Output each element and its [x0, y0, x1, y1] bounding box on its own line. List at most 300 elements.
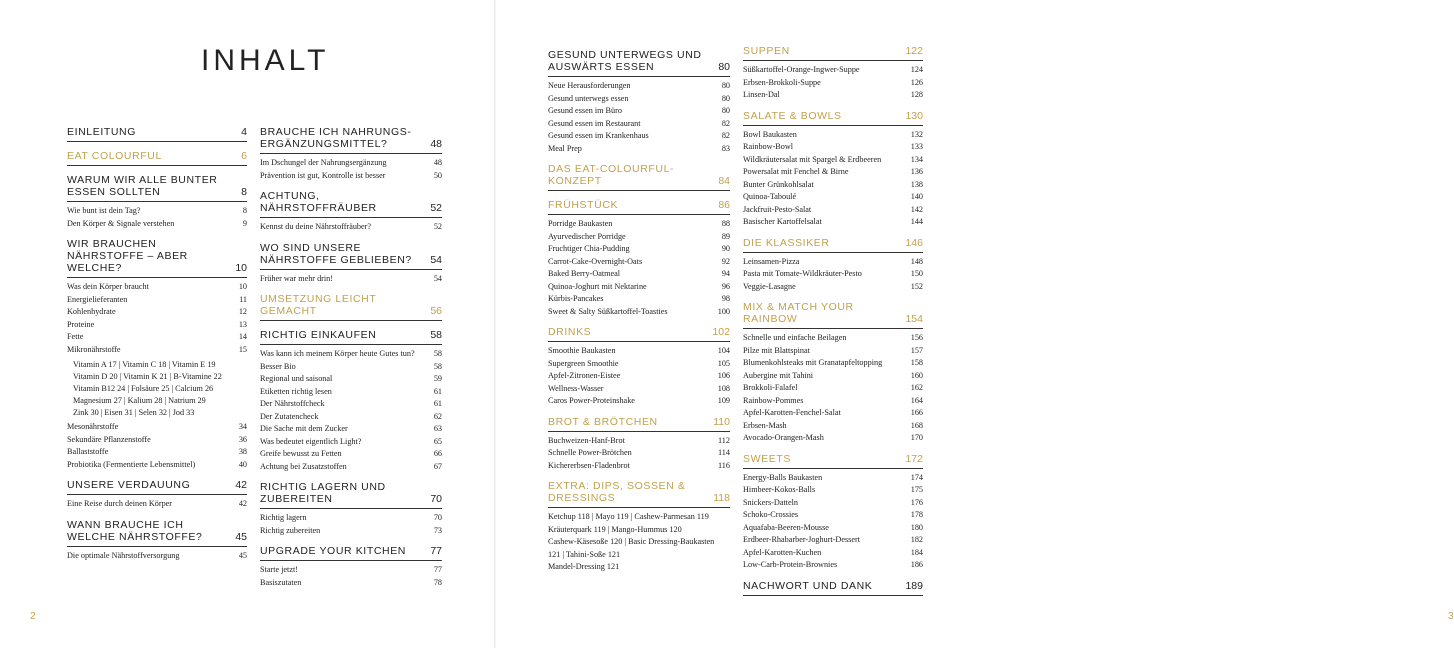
- toc-entry: [67, 498, 247, 511]
- toc-entry-title: Ayurvedischer Porridge: [548, 231, 626, 241]
- toc-entry-page: 63: [433, 424, 442, 433]
- toc-entry: [548, 435, 730, 448]
- toc-section-title: RICHTIG EINKAUFEN: [260, 329, 377, 341]
- toc-entry: [743, 204, 923, 217]
- toc-section-heading: [743, 580, 923, 596]
- toc-entry-title: Kichererbsen-Fladenbrot: [548, 460, 630, 470]
- toc-entry-page: 61: [433, 399, 442, 408]
- toc-section: [743, 580, 923, 596]
- toc-section-page: 8: [241, 186, 247, 198]
- toc-entry: [548, 231, 730, 244]
- toc-entry-page: 58: [433, 361, 442, 371]
- toc-section-page: 118: [713, 492, 730, 504]
- toc-entry: [548, 80, 730, 93]
- toc-entry: [67, 331, 247, 344]
- toc-entry: [743, 77, 923, 90]
- toc-entry-title: Rainbow-Bowl: [743, 142, 794, 151]
- toc-entry-title: Probiotika (Fermentierte Lebensmittel): [67, 459, 196, 469]
- toc-entry: [743, 382, 923, 395]
- toc-section-title: SWEETS: [743, 452, 791, 465]
- toc-entry-page: 158: [910, 358, 923, 367]
- toc-section: [743, 45, 923, 102]
- toc-entry-page: 178: [910, 510, 923, 519]
- toc-entry-title: Low-Carb-Protein-Brownies: [743, 560, 838, 569]
- toc-entry: [67, 205, 247, 218]
- toc-subentry-line: Vitamin A 17 | Vitamin C 18 | Vitamin E 19: [73, 360, 216, 369]
- toc-section: [260, 293, 442, 321]
- toc-entry-title: Apfel-Karotten-Fenchel-Salat: [743, 408, 841, 417]
- toc-section-heading: [548, 416, 730, 432]
- toc-entry-title: Richtig lagern: [260, 513, 307, 522]
- toc-entry: [67, 459, 247, 472]
- toc-section-heading: [260, 545, 442, 561]
- toc-entry: [743, 191, 923, 204]
- toc-section-entries: [260, 345, 442, 473]
- toc-entry: [743, 332, 923, 345]
- toc-section-title: EXTRA: DIPS, SOSSEN & DRESSINGS: [548, 480, 686, 504]
- toc-section-title: FRÜHSTÜCK: [548, 199, 619, 211]
- toc-entry-page: 132: [910, 129, 923, 139]
- toc-section-page: 45: [235, 530, 247, 543]
- toc-entry: [743, 64, 923, 77]
- toc-entry-page: 62: [433, 411, 442, 421]
- toc-entry-page: 13: [238, 319, 247, 329]
- toc-entry: [548, 293, 730, 306]
- toc-entry-page: 9: [242, 218, 247, 228]
- toc-section-heading: [548, 49, 730, 77]
- toc-entry-title: Proteine: [67, 319, 95, 329]
- toc-entry-page: 38: [238, 447, 247, 456]
- toc-entry-page: 124: [910, 65, 923, 74]
- toc-section-title: DIE KLASSIKER: [743, 236, 830, 249]
- toc-entry-page: 34: [238, 422, 247, 431]
- toc-entry-page: 50: [433, 170, 442, 180]
- toc-entry-page: 164: [910, 395, 923, 405]
- toc-section-entries: [260, 509, 442, 537]
- toc-section-page: 70: [430, 493, 442, 505]
- toc-entry-title: Etiketten richtig lesen: [260, 386, 332, 396]
- toc-entry: [548, 561, 730, 574]
- toc-section-heading: [743, 45, 923, 61]
- toc-entry-page: 186: [910, 560, 923, 569]
- toc-entry: [548, 130, 730, 143]
- toc-section-heading: [67, 126, 247, 142]
- toc-section: [67, 479, 247, 511]
- toc-entry: [67, 218, 247, 231]
- toc-column-3: [548, 49, 730, 574]
- toc-entry-page: 136: [910, 167, 923, 176]
- toc-entry-page: 182: [910, 535, 923, 544]
- toc-entry-page: 176: [910, 497, 923, 507]
- toc-entry: [260, 386, 442, 399]
- toc-section-page: 146: [905, 236, 923, 249]
- toc-entry: [67, 434, 247, 447]
- toc-entry-page: 96: [721, 281, 730, 291]
- toc-entry-title: Jackfruit-Pesto-Salat: [743, 204, 812, 214]
- toc-entry-title: Gesund essen im Büro: [548, 106, 622, 115]
- toc-entry-title: Brokkoli-Falafel: [743, 383, 798, 392]
- toc-section-entries: [743, 253, 923, 294]
- toc-entry-title: Ketchup 118 | Mayo 119 | Cashew-Parmesan 119: [548, 512, 709, 521]
- toc-entry-title: Was dein Körper braucht: [67, 282, 149, 291]
- toc-section-page: 42: [235, 479, 247, 491]
- toc-entry-title: Rainbow-Pommes: [743, 395, 804, 405]
- toc-entry-page: 82: [721, 131, 730, 140]
- toc-entry-page: 142: [910, 204, 923, 214]
- toc-entry-page: 54: [433, 273, 442, 283]
- toc-entry: [743, 129, 923, 142]
- toc-entry-title: Basiszutaten: [260, 577, 302, 587]
- toc-section-title: MIX & MATCH YOUR RAINBOW: [743, 301, 854, 325]
- toc-section-page: 189: [905, 579, 923, 592]
- toc-section-entries: [67, 278, 247, 471]
- toc-section-page: 52: [430, 202, 442, 214]
- toc-entry-title: Erbsen-Mash: [743, 420, 787, 430]
- toc-entry-title: Die Sache mit dem Zucker: [260, 424, 348, 433]
- toc-section-heading: [67, 519, 247, 547]
- toc-entry-title: Quinoa-Taboulé: [743, 192, 797, 201]
- toc-entry-page: 133: [910, 142, 923, 151]
- toc-entry-title: Kürbis-Pancakes: [548, 294, 604, 303]
- toc-entry: [743, 357, 923, 370]
- toc-section-heading: [548, 326, 730, 342]
- toc-entry-title: Mesonährstoffe: [67, 422, 119, 431]
- toc-section-entries: [67, 547, 247, 563]
- toc-entry: [743, 534, 923, 547]
- toc-entry: [548, 281, 730, 294]
- toc-entry-page: 170: [910, 433, 923, 442]
- toc-entry-title: Aubergine mit Tahini: [743, 370, 814, 380]
- toc-section-entries: [67, 202, 247, 230]
- toc-entry-title: Carrot-Cake-Overnight-Oats: [548, 256, 643, 266]
- toc-entry-page: 114: [718, 448, 730, 457]
- toc-entry-page: 104: [717, 346, 730, 355]
- toc-section: [67, 519, 247, 563]
- toc-entry-page: 94: [721, 269, 730, 278]
- toc-entry: [260, 423, 442, 436]
- toc-entry-title: Linsen-Dal: [743, 90, 780, 99]
- toc-section: [743, 110, 923, 229]
- toc-section-heading: [260, 126, 442, 154]
- toc-entry-title: Wildkräutersalat mit Spargel & Erdbeeren: [743, 154, 882, 164]
- toc-section-entries: [548, 342, 730, 408]
- toc-entry-page: 12: [238, 307, 247, 316]
- toc-entry: [743, 472, 923, 485]
- toc-section-title: UPGRADE YOUR KITCHEN: [260, 545, 406, 557]
- toc-section-title: UMSETZUNG LEICHT GEMACHT: [260, 293, 377, 317]
- toc-entry: [260, 411, 442, 424]
- toc-subentry-line: Vitamin B12 24 | Folsäure 25 | Calcium 26: [73, 384, 214, 393]
- left-page: [0, 0, 495, 648]
- toc-entry: [743, 497, 923, 510]
- toc-entry-title: Bowl Baukasten: [743, 129, 797, 139]
- toc-section-title: WANN BRAUCHE ICH WELCHE NÄHRSTOFFE?: [67, 518, 203, 543]
- toc-section-page: 84: [718, 175, 730, 187]
- toc-entry-page: 105: [717, 358, 730, 368]
- toc-entry: [743, 141, 923, 154]
- toc-section-heading: [260, 481, 442, 509]
- toc-entry-title: Kräuterquark 119 | Mango-Hummus 120: [548, 524, 682, 534]
- toc-entry-page: 82: [721, 118, 730, 128]
- toc-entry-page: 106: [717, 371, 730, 380]
- toc-section-title: RICHTIG LAGERN UND ZUBEREITEN: [260, 481, 386, 505]
- toc-entry-title: Basischer Kartoffelsalat: [743, 217, 822, 226]
- toc-entry: [260, 221, 442, 234]
- toc-entry: [743, 256, 923, 269]
- toc-section-title: GESUND UNTERWEGS UND AUSWÄRTS ESSEN: [548, 49, 702, 73]
- toc-entry: [260, 448, 442, 461]
- toc-entry-page: 148: [910, 256, 923, 266]
- toc-entry-page: 174: [910, 472, 923, 482]
- toc-section-page: 10: [235, 262, 247, 274]
- toc-entry: [548, 93, 730, 106]
- toc-entry-title: Der Zutatencheck: [260, 411, 319, 421]
- toc-section-heading: [743, 110, 923, 126]
- toc-entry-page: 150: [910, 269, 923, 278]
- toc-entry: [743, 268, 923, 281]
- toc-entry: [743, 166, 923, 179]
- toc-section-entries: [743, 469, 923, 572]
- toc-entry-title: Blumenkohlsteaks mit Granatapfeltopping: [743, 358, 883, 367]
- toc-entry-title: Im Dschungel der Nahrungsergänzung: [260, 158, 387, 167]
- toc-entry-title: Starte jetzt!: [260, 565, 298, 574]
- toc-section-title: BRAUCHE ICH NAHRUNGS-ERGÄNZUNGSMITTEL?: [260, 126, 412, 150]
- toc-entry-page: 108: [717, 383, 730, 393]
- toc-section: [67, 238, 247, 471]
- toc-section-heading: [548, 480, 730, 508]
- toc-entry: [260, 525, 442, 538]
- toc-section-title: ACHTUNG, NÄHRSTOFFRÄUBER: [260, 190, 377, 214]
- toc-entry: [548, 524, 730, 537]
- toc-entry: [67, 319, 247, 332]
- toc-entry-title: Leinsamen-Pizza: [743, 256, 800, 266]
- toc-entry-page: 157: [910, 345, 923, 355]
- toc-entry: [548, 511, 730, 524]
- toc-entry-title: Buchweizen-Hanf-Brot: [548, 435, 625, 445]
- toc-subentry-line: Magnesium 27 | Kalium 28 | Natrium 29: [73, 396, 206, 405]
- toc-section: [260, 242, 442, 286]
- toc-entry-page: 88: [721, 219, 730, 228]
- toc-section-heading: [743, 237, 923, 253]
- toc-entry-title: Supergreen Smoothie: [548, 358, 619, 368]
- toc-entry: [548, 460, 730, 473]
- toc-section: [260, 481, 442, 537]
- toc-entry-page: 160: [910, 370, 923, 380]
- toc-section-heading: [67, 479, 247, 495]
- toc-entry-title: Der Nährstoffcheck: [260, 399, 325, 408]
- toc-entry-title: Apfel-Zitronen-Eistee: [548, 371, 621, 380]
- toc-section-page: 102: [712, 326, 730, 338]
- toc-entry-page: 14: [238, 332, 247, 341]
- toc-entry-page: 83: [721, 143, 730, 153]
- toc-entry-title: Regional und saisonal: [260, 374, 333, 383]
- toc-entry-page: 40: [238, 459, 247, 469]
- toc-entry-page: 90: [721, 244, 730, 253]
- toc-entry: [743, 395, 923, 408]
- toc-section-heading: [743, 453, 923, 469]
- toc-section-entries: [548, 508, 730, 574]
- toc-section-heading: [260, 242, 442, 270]
- toc-subentry-line: Vitamin D 20 | Vitamin K 21 | B-Vitamine 22: [73, 372, 222, 381]
- page-title: INHALT: [201, 44, 330, 77]
- toc-section-entries: [743, 126, 923, 229]
- toc-section-page: 4: [241, 126, 247, 138]
- toc-entry-page: 184: [910, 547, 923, 557]
- toc-section-heading: [548, 199, 730, 215]
- toc-entry-title: Wie bunt ist dein Tag?: [67, 206, 141, 215]
- toc-entry: [260, 273, 442, 286]
- toc-section: [548, 163, 730, 191]
- toc-entry: [548, 383, 730, 396]
- toc-entry-page: 10: [238, 282, 247, 291]
- toc-entry-page: 45: [238, 550, 247, 560]
- toc-entry-title: Energielieferanten: [67, 294, 128, 304]
- toc-entry-page: 77: [433, 565, 442, 574]
- toc-entry: [743, 522, 923, 535]
- toc-entry-page: 59: [433, 374, 442, 383]
- toc-entry: [548, 536, 730, 561]
- toc-entry: [743, 281, 923, 294]
- toc-entry-page: 116: [718, 460, 730, 470]
- toc-entry-page: 73: [433, 525, 442, 535]
- toc-entry-page: 138: [910, 179, 923, 189]
- toc-entry-page: 80: [721, 81, 730, 90]
- toc-entry: [260, 348, 442, 361]
- toc-section: [260, 190, 442, 234]
- toc-section-entries: [260, 270, 442, 286]
- toc-entry-page: 65: [433, 436, 442, 446]
- toc-section-title: UNSERE VERDAUUNG: [67, 479, 191, 491]
- toc-entry-title: Quinoa-Joghurt mit Nektarine: [548, 281, 647, 291]
- toc-section-page: 130: [905, 109, 923, 122]
- toc-entry-title: Was bedeutet eigentlich Light?: [260, 436, 362, 446]
- toc-section-page: 48: [430, 138, 442, 150]
- toc-entry: [67, 294, 247, 307]
- toc-entry-title: Süßkartoffel-Orange-Ingwer-Suppe: [743, 65, 860, 74]
- toc-entry-page: 140: [910, 192, 923, 201]
- toc-entry-title: Achtung bei Zusatzstoffen: [260, 461, 347, 471]
- toc-entry-title: Früher war mehr drin!: [260, 273, 333, 283]
- toc-entry-title: Meal Prep: [548, 143, 582, 153]
- toc-entry: [260, 170, 442, 183]
- toc-section-title: DRINKS: [548, 326, 592, 338]
- toc-entry: [743, 509, 923, 522]
- toc-section-title: BROT & BRÖTCHEN: [548, 415, 658, 428]
- toc-entry-page: 134: [910, 154, 923, 164]
- toc-entry: [548, 218, 730, 231]
- toc-entry: [743, 179, 923, 192]
- toc-entry-title: Porridge Baukasten: [548, 219, 613, 228]
- toc-entry-title: Eine Reise durch deinen Körper: [67, 499, 173, 508]
- toc-section-heading: [548, 163, 730, 191]
- toc-section-title: NACHWORT UND DANK: [743, 579, 873, 592]
- toc-entry: [260, 461, 442, 474]
- toc-section-entries: [260, 561, 442, 589]
- toc-section-page: 110: [713, 415, 730, 428]
- toc-entry-title: Greife bewusst zu Fetten: [260, 449, 342, 458]
- toc-entry-page: 89: [721, 231, 730, 241]
- toc-section-page: 54: [430, 253, 442, 266]
- toc-entry-title: Fette: [67, 332, 84, 341]
- toc-section-page: 6: [241, 150, 247, 162]
- toc-entry: [67, 446, 247, 459]
- toc-entry-page: 162: [910, 383, 923, 392]
- toc-section-entries: [548, 215, 730, 318]
- toc-entry-title: Kohlenhydrate: [67, 307, 116, 316]
- toc-section-entries: [743, 61, 923, 102]
- toc-section: [743, 453, 923, 572]
- toc-entry: [548, 143, 730, 156]
- toc-entry: [743, 559, 923, 572]
- toc-entry-title: Besser Bio: [260, 361, 296, 371]
- toc-entry: [260, 564, 442, 577]
- toc-entry-page: 144: [910, 217, 923, 226]
- toc-section: [548, 49, 730, 155]
- toc-entry: [548, 268, 730, 281]
- toc-entry-title: Smoothie Baukasten: [548, 346, 616, 355]
- toc-section-page: 172: [905, 452, 923, 465]
- toc-entry-page: 166: [910, 408, 923, 417]
- toc-section-heading: [260, 329, 442, 345]
- toc-entry-title: Gesund essen im Restaurant: [548, 118, 641, 128]
- toc-entry-page: 175: [910, 485, 923, 494]
- toc-entry-title: Erdbeer-Rhabarber-Joghurt-Dessert: [743, 535, 860, 544]
- toc-entry-page: 180: [910, 522, 923, 532]
- toc-section-page: 80: [718, 61, 730, 73]
- toc-entry-page: 100: [717, 306, 730, 316]
- toc-section-page: 154: [905, 313, 923, 325]
- toc-section-entries: [548, 77, 730, 155]
- toc-entry-title: Die optimale Nährstoffversorgung: [67, 550, 180, 560]
- toc-entry-page: 156: [910, 333, 923, 342]
- toc-entry: [260, 361, 442, 374]
- toc-entry-title: Veggie-Lasagne: [743, 281, 796, 291]
- toc-section-page: 58: [430, 329, 442, 341]
- toc-section: [67, 126, 247, 142]
- toc-subentry-line: Zink 30 | Eisen 31 | Selen 32 | Jod 33: [73, 408, 195, 417]
- toc-section-page: 56: [430, 305, 442, 317]
- toc-entry-page: 168: [910, 420, 923, 430]
- toc-section-heading: [67, 174, 247, 202]
- toc-section: [548, 326, 730, 408]
- toc-section-title: SALATE & BOWLS: [743, 109, 842, 122]
- toc-entry: [548, 447, 730, 460]
- toc-entry-page: 58: [433, 349, 442, 358]
- toc-section-page: 86: [718, 199, 730, 211]
- toc-entry-page: 109: [717, 396, 730, 405]
- toc-section-title: WIR BRAUCHEN NÄHRSTOFFE – ABER WELCHE?: [67, 238, 188, 274]
- toc-entry-title: Caros Power-Proteinshake: [548, 396, 635, 405]
- toc-entry: [67, 344, 247, 357]
- toc-section: [548, 199, 730, 318]
- toc-entry-title: Himbeer-Kokos-Balls: [743, 485, 816, 494]
- toc-entry-title: Powersalat mit Fenchel & Birne: [743, 167, 849, 176]
- toc-section-heading: [67, 150, 247, 166]
- toc-section: [548, 480, 730, 574]
- toc-entry: [67, 550, 247, 563]
- toc-section-title: DAS EAT-COLOURFUL-KONZEPT: [548, 163, 675, 187]
- toc-entry-title: Baked Berry-Oatmeal: [548, 269, 621, 278]
- page-number-right: 3: [1448, 611, 1454, 622]
- toc-column-2: [260, 126, 442, 589]
- toc-entry-title: Prävention ist gut, Kontrolle ist besser: [260, 170, 386, 180]
- toc-entry-page: 128: [910, 90, 923, 99]
- toc-entry-page: 126: [910, 77, 923, 87]
- toc-section: [743, 301, 923, 445]
- toc-entry: [548, 243, 730, 256]
- toc-entry: [743, 370, 923, 383]
- toc-entry-title: Mikronährstoffe: [67, 344, 121, 354]
